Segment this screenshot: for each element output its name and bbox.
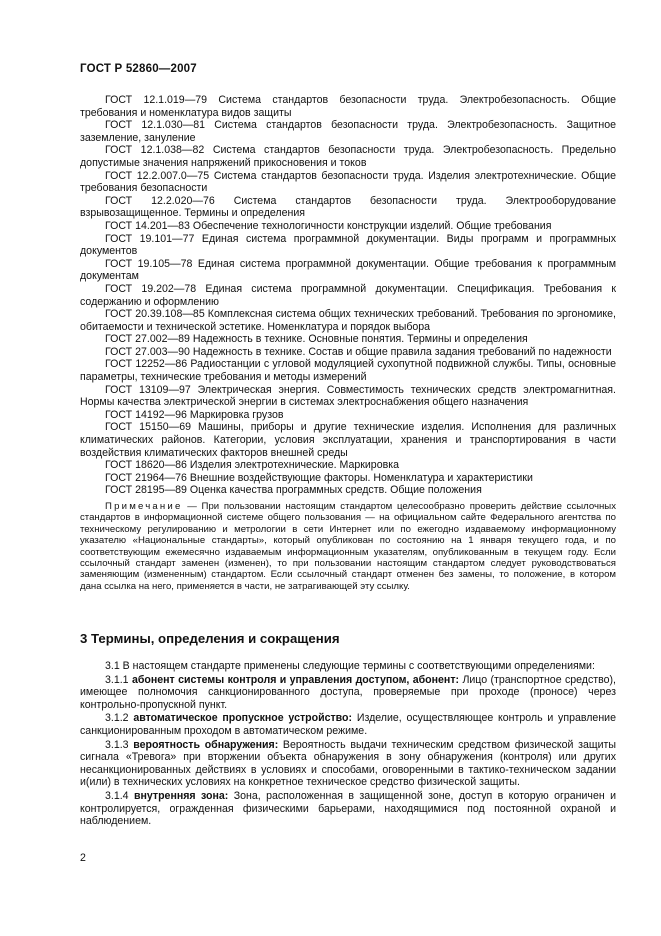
- reference-code: ГОСТ 27.003—90: [105, 345, 190, 358]
- reference-code: ГОСТ 21964—76: [105, 471, 187, 484]
- reference-item: [80, 170, 616, 195]
- term-number: 3.1.1: [105, 673, 129, 686]
- normative-references: [80, 94, 616, 592]
- reference-title: Надежность в технике. Основные понятия. Термины и определения: [192, 333, 528, 346]
- reference-title: Система стандартов безопасности труда. Электробезопасность. Общие требования и номенклатура видов защиты: [80, 94, 616, 119]
- reference-title: Изделия электротехнические. Маркировка: [189, 459, 399, 472]
- reference-item: [80, 409, 616, 422]
- note-label: Примечание: [105, 501, 183, 512]
- term-entry: [80, 739, 616, 789]
- reference-item: [80, 119, 616, 144]
- reference-code: ГОСТ 28195—89: [105, 484, 187, 497]
- reference-code: ГОСТ 12.1.030—81: [105, 119, 205, 132]
- reference-item: [80, 144, 616, 169]
- term-definition: Зона, расположенная в защищенной зоне, доступ в которую ограничен и контролируется, огражденная физическими барьерами, находящимися под постоянной охраной и наблюдением.: [80, 789, 616, 828]
- reference-item: [80, 333, 616, 346]
- reference-code: ГОСТ 12.1.019—79: [105, 94, 208, 106]
- reference-code: ГОСТ 14.201—83: [105, 219, 190, 232]
- reference-item: [80, 384, 616, 409]
- reference-code: ГОСТ 19.105—78: [105, 257, 193, 270]
- reference-item: [80, 283, 616, 308]
- term-entry: [80, 790, 616, 828]
- reference-item: [80, 195, 616, 220]
- reference-title: Маркировка грузов: [189, 408, 284, 421]
- reference-title: Система стандартов безопасности труда. Электробезопасность. Защитное заземление, зануление: [80, 119, 616, 144]
- note-text: — При пользовании настоящим стандартом целесообразно проверить действие ссылочных стандартов в информационной системе общего пользования — на официальном сайте Федерального агентства по техническому регулированию и метрологии в сети Интернет или по ежегодно издаваемому информационному указателю «Национальные стандарты», который опубликован по состоянию на 1 января текущего года, и по соответствующим ежемесячно издаваемым информационным указателям, опубликованным в текущем году. Если ссылочный стандарт заменен (изменен), то при пользовании настоящим стандартом следует руководствоваться заменяющим (измененным) стандартом. Если ссылочный стандарт отменен без замены, то положение, в котором дана ссылка на него, применяется в части, не затрагивающей эту ссылку.: [80, 501, 616, 592]
- reference-title: Радиостанции с угловой модуляцией сухопутной подвижной службы. Типы, основные параметры, технические требования и методы измерений: [80, 358, 616, 384]
- term-number: 3.1.2: [105, 712, 129, 725]
- reference-item: [80, 346, 616, 359]
- reference-item: [80, 459, 616, 472]
- reference-code: ГОСТ 19.202—78: [105, 282, 197, 295]
- reference-title: Внешние воздействующие факторы. Номенклатура и характеристики: [189, 471, 533, 484]
- reference-item: [80, 308, 616, 333]
- term-definition: Вероятность выдачи техническим средством физической защиты сигнала «Тревога» при вторжении объекта обнаружения в зону обнаружения (контроля) или других несанкционированных действиях в условиях и способами, оговоренными в тактико-техническом задании и(или) в технических условиях на конкретное техническое средство физической защиты.: [80, 738, 616, 789]
- page-number: 2: [80, 852, 86, 864]
- document-code-header: ГОСТ Р 52860—2007: [80, 63, 197, 75]
- reference-code: ГОСТ 27.002—89: [105, 333, 190, 346]
- reference-code: ГОСТ 15150—69: [105, 421, 192, 434]
- reference-item: [80, 258, 616, 283]
- reference-title: Единая система программной документации. Общие требования к программным документам: [80, 257, 616, 283]
- reference-title: Система стандартов безопасности труда. Электробезопасность. Предельно допустимые значения напряжений прикосновения и токов: [80, 144, 616, 169]
- reference-code: ГОСТ 13109—97: [105, 383, 191, 396]
- reference-code: ГОСТ 18620—86: [105, 459, 187, 472]
- reference-code: ГОСТ 12.2.007.0—75: [105, 169, 210, 182]
- reference-item: [80, 421, 616, 459]
- section-title: Термины, определения и сокращения: [91, 631, 340, 646]
- reference-item: [80, 94, 616, 119]
- reference-item: [80, 233, 616, 258]
- term-name: абонент системы контроля и управления доступом, абонент:: [131, 673, 460, 686]
- section-heading: [80, 631, 340, 646]
- reference-code: ГОСТ 12252—86: [105, 358, 188, 371]
- section-number: 3: [80, 631, 88, 646]
- term-number: 3.1.3: [105, 738, 129, 751]
- terms-section: [80, 660, 616, 829]
- term-definition: Лицо (транспортное средство), имеющее полномочия санкционированного доступа, проверяемые при проходе (проносе) через контрольно-пропускной пункт.: [80, 673, 617, 711]
- term-entry: [80, 674, 616, 712]
- reference-title: Оценка качества программных средств. Общие положения: [189, 484, 482, 497]
- reference-title: Машины, приборы и другие технические изделия. Исполнения для различных климатических районов. Категории, условия эксплуатации, хранения и транспортирования в части воздействия климатических факторов внешней среды: [80, 421, 616, 459]
- term-number: 3.1.4: [105, 789, 129, 802]
- reference-title: Обеспечение технологичности конструкции изделий. Общие требования: [192, 219, 552, 232]
- term-name: вероятность обнаружения:: [133, 738, 279, 751]
- reference-item: [80, 358, 616, 383]
- reference-item: [80, 472, 616, 485]
- reference-title: Электрическая энергия. Совместимость технических средств электромагнитная. Нормы качества электрической энергии в системах электроснабжения общего назначения: [80, 383, 616, 409]
- reference-title: Система стандартов безопасности труда. Электрооборудование взрывозащищенное. Термины и определения: [80, 194, 616, 220]
- term-name: внутренняя зона:: [133, 789, 229, 802]
- reference-title: Единая система программной документации. Виды программ и программных документов: [80, 232, 616, 258]
- reference-title: Единая система программной документации. Спецификация. Требования к содержанию и оформлению: [80, 282, 616, 308]
- reference-title: Система стандартов безопасности труда. Изделия электротехнические. Общие требования безопасности: [80, 169, 616, 195]
- reference-title: Надежность в технике. Состав и общие правила задания требований по надежности: [192, 345, 612, 358]
- reference-code: ГОСТ 12.2.020—76: [105, 194, 215, 207]
- reference-title: Комплексная система общих технических требований. Требования по эргономике, обитаемости и технической эстетике. Номенклатура и порядок выбора: [80, 308, 616, 333]
- term-entry: [80, 712, 616, 737]
- reference-item: [80, 484, 616, 497]
- reference-code: ГОСТ 12.1.038—82: [105, 144, 205, 157]
- intro-paragraph: 3.1 В настоящем стандарте применены следующие термины с соответствующими определениями:: [105, 660, 595, 672]
- term-name: автоматическое пропускное устройство:: [133, 712, 353, 725]
- reference-code: ГОСТ 20.39.108—85: [105, 308, 205, 321]
- note-paragraph: [80, 501, 616, 592]
- term-definition: Изделие, осуществляющее контроль и управление санкционированным проходом в автоматическом режиме.: [80, 712, 616, 737]
- reference-item: [80, 220, 616, 233]
- reference-code: ГОСТ 14192—96: [105, 408, 187, 421]
- reference-code: ГОСТ 19.101—77: [105, 232, 195, 245]
